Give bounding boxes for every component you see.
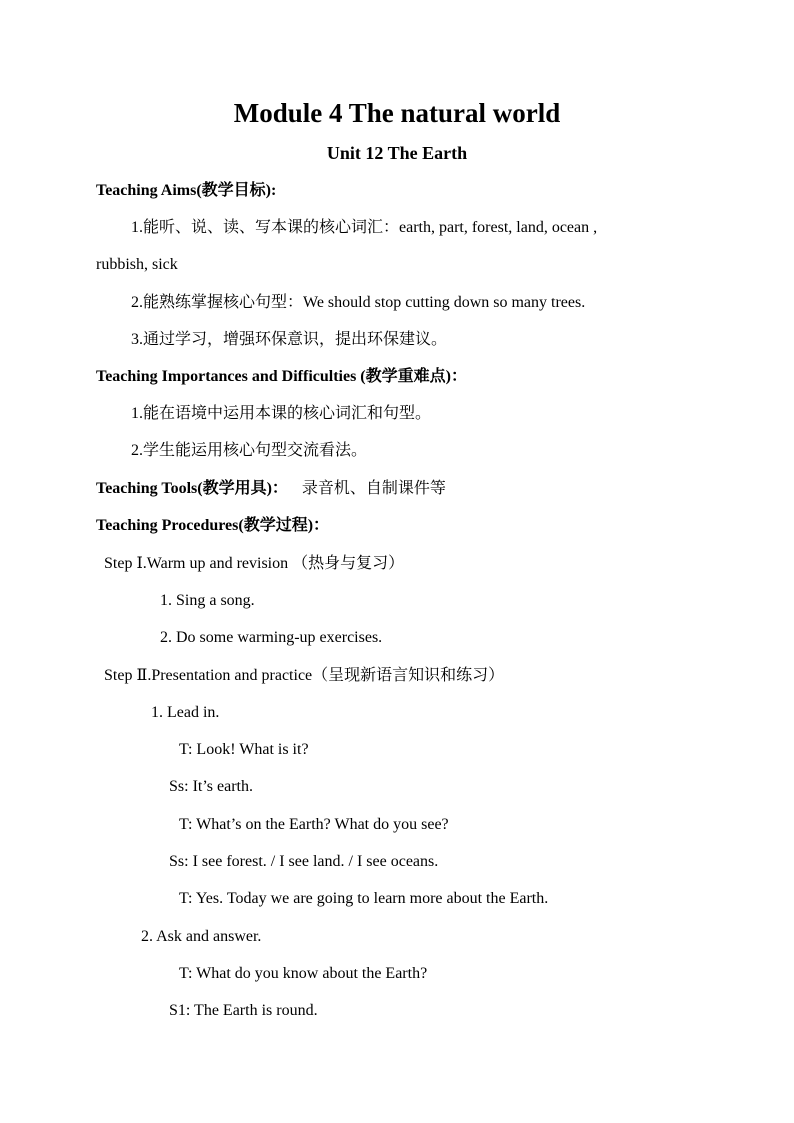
step-1-item-1: 1. Sing a song. — [160, 592, 255, 609]
dialogue-line-5: T: Yes. Today we are going to learn more about the Earth. — [179, 890, 549, 907]
step-1: Step Ⅰ.Warm up and revision （热身与复习） — [104, 555, 405, 572]
dialogue-line-4: Ss: I see forest. / I see land. / I see oceans. — [169, 853, 439, 870]
aims-item-3: 3.通过学习，增强环保意识，提出环保建议。 — [131, 331, 448, 348]
dialogue-line-2: Ss: It’s earth. — [169, 778, 253, 795]
dialogue-line-3: T: What’s on the Earth? What do you see? — [179, 816, 449, 833]
tools-value: 录音机、自制课件等 — [301, 480, 446, 497]
unit-title: Unit 12 The Earth — [326, 143, 468, 163]
step-1-item-2: 2. Do some warming-up exercises. — [160, 629, 383, 646]
dialogue-line-1: T: Look! What is it? — [179, 741, 309, 758]
importances-item-1: 1.能在语境中运用本课的核心词汇和句型。 — [131, 405, 432, 422]
importances-heading: Teaching Importances and Difficulties (教学重难点)： — [96, 368, 467, 385]
step-2: Step Ⅱ.Presentation and practice（呈现新语言知识和练习） — [104, 667, 505, 684]
aims-item-1-cont: rubbish, sick — [96, 256, 178, 273]
aims-item-1: 1.能听、说、读、写本课的核心词汇：earth, part, forest, land, ocean , — [131, 219, 598, 236]
aims-heading: Teaching Aims(教学目标): — [96, 182, 277, 199]
dialogue-line-6: T: What do you know about the Earth? — [179, 965, 428, 982]
ask-and-answer: 2. Ask and answer. — [141, 928, 262, 945]
procedures-heading: Teaching Procedures(教学过程)： — [96, 517, 330, 534]
lead-in: 1. Lead in. — [151, 704, 220, 721]
tools-line — [96, 479, 446, 499]
tools-heading: Teaching Tools(教学用具)： — [96, 480, 288, 497]
importances-item-2: 2.学生能运用核心句型交流看法。 — [131, 442, 368, 459]
aims-item-2: 2.能熟练掌握核心句型：We should stop cutting down so many trees. — [131, 294, 586, 311]
dialogue-line-7: S1: The Earth is round. — [169, 1002, 318, 1019]
module-title: Module 4 The natural world — [233, 98, 561, 128]
